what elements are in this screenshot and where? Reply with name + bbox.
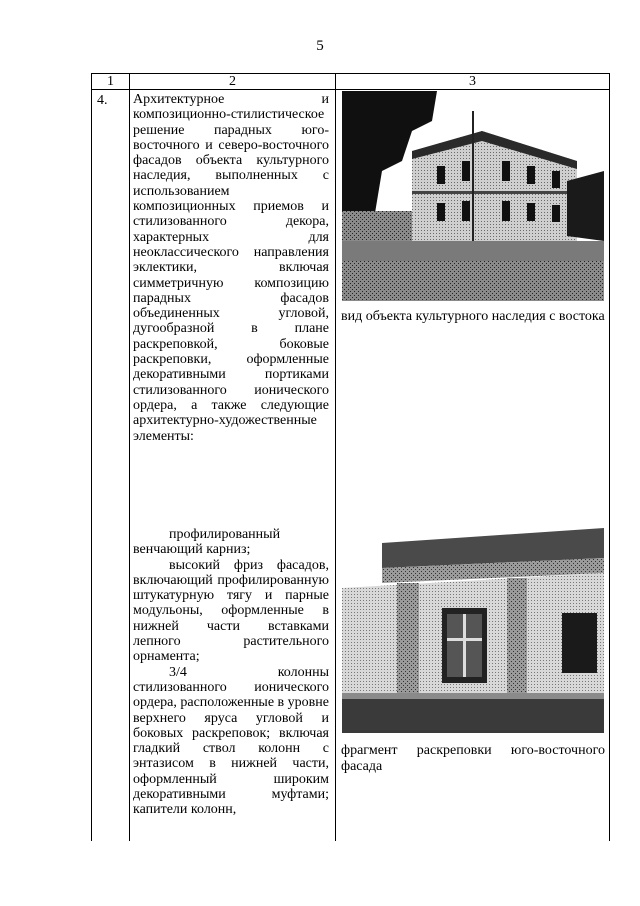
element-list xyxy=(133,527,329,818)
page-number: 5 xyxy=(316,38,324,54)
table-border-left xyxy=(91,73,92,841)
header-col-1: 1 xyxy=(107,74,114,89)
table-border-right xyxy=(609,73,610,841)
list-item-columns: 3/4 колонны стилизованного ионического ордера, расположенные в уровне верхнего яруса угловой и боковых раскреповок; включая гладкий ствол колонн с энтазисом в нижней части, оформленный широким декоративными муфтами; капители колонн, xyxy=(133,664,329,818)
table-col-divider-1 xyxy=(129,73,130,841)
photo-facade-fragment xyxy=(342,528,604,733)
row-number: 4. xyxy=(97,93,108,108)
description-paragraph: Архитектурное и композиционно-стилистическое решение парадных юго-восточного и северо-восточного фасадов объекта культурного наследия, выполненных с использованием композиционных приемов и стилизованного декора, характерных для неоклассического направления эклектики, включая симметричную композицию парадных фасадов объединенных угловой, дугообразной в плане раскреповкой, боковые раскреповки, оформленные декоративными портиками стилизованного ионического ордера, а также следующие архитектурно-художественные элементы: xyxy=(133,92,329,444)
photo-building-east xyxy=(342,91,604,301)
list-item-frieze: высокий фриз фасадов, включающий профилированную штукатурную тягу и парные модульоны, оформленные в нижней части вставками лепного растительного орнамента; xyxy=(133,557,329,665)
list-item-cornice: профилированный венчающий карниз; xyxy=(133,527,281,558)
photo2-caption: фрагмент раскреповки юго-восточного фасада xyxy=(341,743,605,774)
table-col-divider-2 xyxy=(335,73,336,841)
header-col-3: 3 xyxy=(469,74,476,89)
photo1-caption: вид объекта культурного наследия с востока xyxy=(341,309,605,324)
description-main xyxy=(133,92,329,444)
header-col-2: 2 xyxy=(229,74,236,89)
